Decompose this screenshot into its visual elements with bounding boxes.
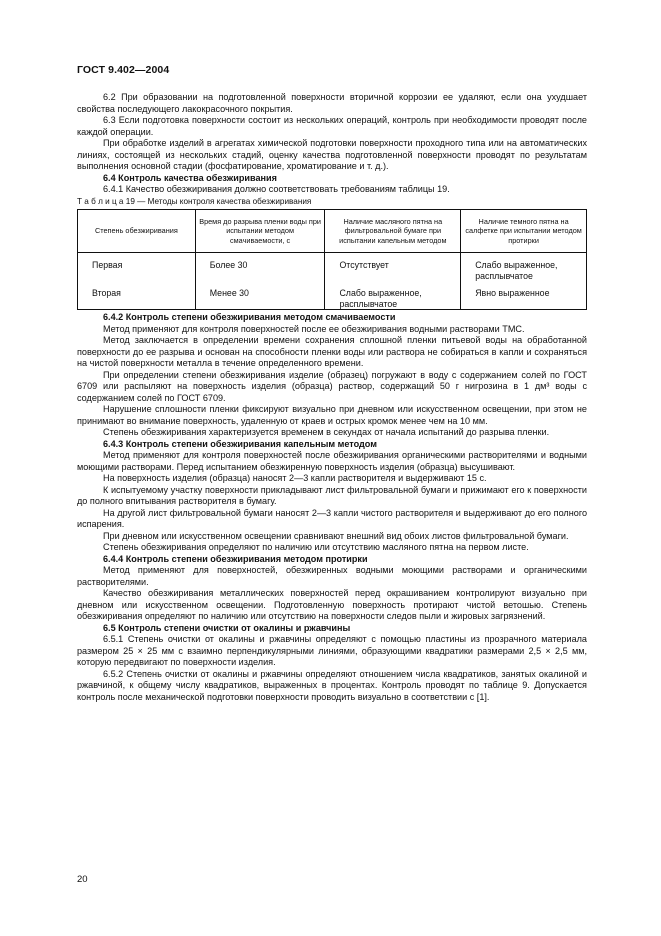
document-header: ГОСТ 9.402—2004	[77, 64, 170, 76]
table-header-cell: Степень обезжиривания	[78, 210, 196, 253]
table-header-row	[78, 210, 587, 253]
heading-6-5: 6.5 Контроль степени очистки от окалины и ржавчины	[103, 622, 351, 633]
paragraph: Метод заключается в определении времени сохранения сплошной пленки питьевой воды на обработанной поверхности до ее разрыва и основан на способности пленки воды или раствора не собираться в капли и сохраняться на чистой поверхности металла в течение определенного времени.	[77, 335, 587, 368]
paragraph-agregaty: При обработке изделий в агрегатах химической подготовки поверхности проходного типа или на автоматических линиях, состоящей из нескольких стадий, оценку качества подготовленной поверхности проводят по результатам выполнения основной стадии (фосфатирование, хроматирование и т. д.).	[77, 138, 587, 171]
table-caption: Т а б л и ц а 19 — Методы контроля качества обезжиривания	[77, 196, 312, 206]
table-row	[78, 253, 587, 282]
paragraph: На другой лист фильтровальной бумаги наносят 2—3 капли чистого растворителя и выдерживают до его полного испарения.	[77, 507, 587, 529]
paragraph-6-5-2: 6.5.2 Степень очистки от окалины и ржавчины определяют отношением числа квадратиков, занятых окалиной и ржавчиной, к общему числу квадратиков, выраженных в процентах. Контроль проводят по таблице 9. Допускается контроль после механической подготовки поверхности проводить визуально в соответствии с [1].	[77, 668, 587, 702]
paragraph-6-5-1: 6.5.1 Степень очистки от окалины и ржавчины определяют с помощью пластины из прозрачного материала размером 25 × 25 мм с взаимно перпендикулярными линиями, образующими квадратики размерами 2,5 × 2,5 мм, которую передвигают по поверхности изделия.	[77, 634, 587, 667]
table-header-cell: Наличие темного пятна на салфетке при испытании методом протирки	[461, 210, 587, 253]
paragraph: Метод применяют для поверхностей, обезжиренных водными моющими растворами и органическими растворителями.	[77, 565, 587, 587]
page-number: 20	[77, 874, 88, 885]
document-body	[77, 92, 587, 703]
paragraph: Качество обезжиривания металлических поверхностей перед окрашиванием контролируют визуально при дневном или искусственном освещении. Подготовленную поверхность протирают чистой ветошью. Степень обезжиривания определяют по наличию или отсутствию на поверхности следов пыли и жировых загрязнений.	[77, 588, 587, 621]
table-cell: Слабо выраженное, расплывчатое	[461, 253, 587, 282]
heading-6-4-3: 6.4.3 Контроль степени обезжиривания капельным методом	[103, 438, 377, 449]
table-cell: Отсутствует	[325, 253, 461, 282]
paragraph: Степень обезжиривания определяют по наличию или отсутствию масляного пятна на первом листе.	[103, 542, 529, 552]
table-cell: Менее 30	[195, 281, 325, 310]
table-header-cell: Время до разрыва пленки воды при испытании методом смачиваемости, с	[195, 210, 325, 253]
paragraph: Нарушение сплошности пленки фиксируют визуально при дневном или искусственном освещении, при этом не принимают во внимание поверхность, удаленную от краев и острых кромок менее чем на 10 мм.	[77, 404, 587, 426]
paragraph: При определении степени обезжиривания изделие (образец) погружают в воду с содержанием солей по ГОСТ 6709 или распыляют на поверхность изделия (образца) раствор, содержащий 50 г нигрозина в 1 дм³ воды с содержанием солей по ГОСТ 6709.	[77, 369, 587, 403]
paragraph-6-3: 6.3 Если подготовка поверхности состоит из нескольких операций, контроль при необходимости проводят после каждой операции.	[77, 115, 587, 137]
table-19	[77, 209, 587, 310]
paragraph: Метод применяют для контроля поверхностей после обезжиривания органическими растворителями и водными моющими растворами. Перед испытанием обезжиренную поверхность изделия (образца) высушивают.	[77, 450, 587, 472]
heading-6-4-4: 6.4.4 Контроль степени обезжиривания методом протирки	[103, 553, 368, 564]
heading-6-4: 6.4 Контроль качества обезжиривания	[103, 172, 277, 183]
paragraph-6-2: 6.2 При образовании на подготовленной поверхности вторичной коррозии ее удаляют, если она ухудшает свойства последующего лакокрасочного покрытия.	[77, 92, 587, 114]
paragraph-6-4-1: 6.4.1 Качество обезжиривания должно соответствовать требованиям таблицы 19.	[103, 184, 450, 194]
table-cell: Явно выраженное	[461, 281, 587, 310]
paragraph: При дневном или искусственном освещении сравнивают внешний вид обоих листов фильтровальной бумаги.	[103, 530, 569, 541]
table-header-cell: Наличие масляного пятна на фильтровальной бумаге при испытании капельным методом	[325, 210, 461, 253]
paragraph: На поверхность изделия (образца) наносят 2—3 капли растворителя и выдерживают 15 с.	[103, 473, 487, 483]
paragraph: Степень обезжиривания характеризуется временем в секундах от начала испытаний до разрыва пленки.	[103, 427, 550, 437]
table-cell: Более 30	[195, 253, 325, 282]
table-cell: Слабо выраженное, расплывчатое	[325, 281, 461, 310]
table-cell: Первая	[78, 253, 196, 282]
table-row	[78, 281, 587, 310]
paragraph: К испытуемому участку поверхности прикладывают лист фильтровальной бумаги и прижимают его к поверхности до полного впитывания растворителя в бумагу.	[77, 484, 587, 506]
paragraph: Метод применяют для контроля поверхностей после ее обезжиривания водными растворами ТМС.	[103, 323, 525, 334]
table-cell: Вторая	[78, 281, 196, 310]
heading-6-4-2: 6.4.2 Контроль степени обезжиривания методом смачиваемости	[103, 312, 396, 322]
